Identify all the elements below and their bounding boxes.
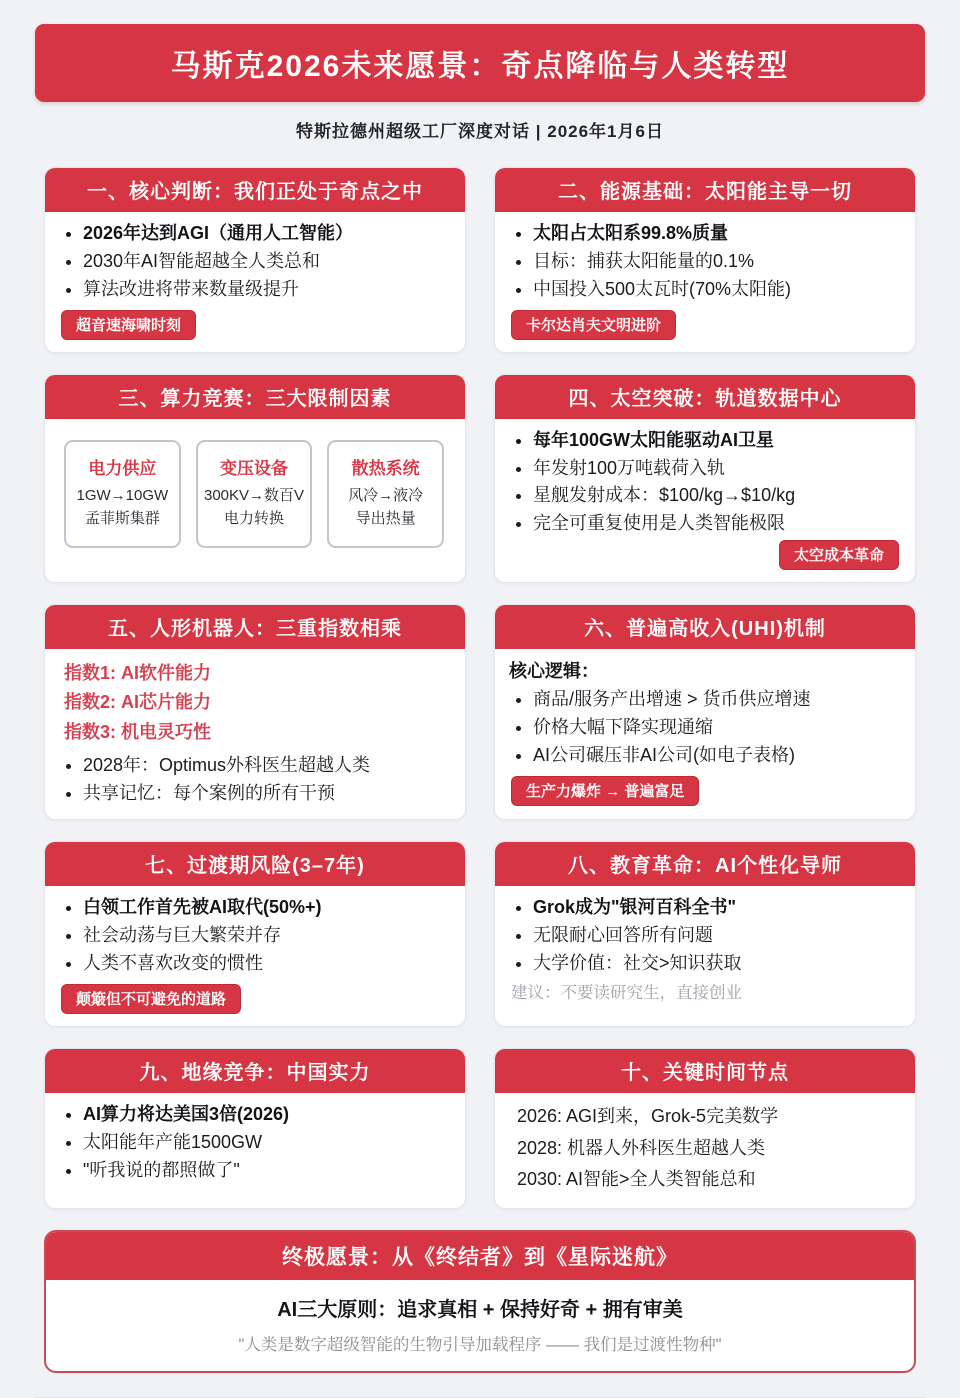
highlight-badge: 颠簸但不可避免的道路	[61, 984, 241, 1014]
card-title: 八、教育革命：AI个性化导师	[495, 842, 915, 886]
bullet-item: • 完全可重复使用是人类智能极限	[533, 510, 899, 538]
card-8-education-revolution	[494, 841, 916, 1027]
bullet-item: • 2028年：Optimus外科医生超越人类	[83, 752, 449, 780]
final-card-ultimate-vision	[44, 1230, 916, 1373]
factor-row	[64, 440, 444, 549]
bullet-item: • 星舰发射成本：$100/kg→$10/kg	[533, 482, 899, 510]
card-2-energy	[494, 167, 916, 353]
card-7-transition-risks	[44, 841, 466, 1027]
bullet-item: • 算法改进将带来数量级提升	[83, 276, 449, 304]
timeline-item: 2026: AGI到来，Grok-5完美数学	[517, 1106, 779, 1127]
card-title: 二、能源基础：太阳能主导一切	[495, 168, 915, 212]
timeline-item: 2030: AI智能>全人类智能总和	[517, 1169, 756, 1190]
page-header-banner	[35, 24, 925, 102]
bullet-list	[509, 220, 899, 304]
card-title: 七、过渡期风险(3–7年)	[45, 842, 465, 886]
card-10-key-milestones	[494, 1048, 916, 1209]
factor-box-cooling	[327, 440, 444, 549]
bullet-item: • AI公司碾压非AI公司(如电子表格)	[533, 742, 899, 770]
bullet-item: • 每年100GW太阳能驱动AI卫星	[533, 427, 899, 455]
card-6-uhi-mechanism	[494, 604, 916, 820]
card-title: 一、核心判断：我们正处于奇点之中	[45, 168, 465, 212]
card-title: 三、算力竞赛：三大限制因素	[45, 375, 465, 419]
bullet-list	[509, 894, 899, 978]
factor-line: 孟菲斯集群	[84, 509, 160, 527]
bullet-item: • 太阳能年产能1500GW	[83, 1129, 449, 1157]
card-title: 六、普遍高收入(UHI)机制	[495, 605, 915, 649]
ai-principles-line: AI三大原则：追求真相 + 保持好奇 + 拥有审美	[277, 1298, 683, 1321]
bullet-item: • "听我说的都照做了"	[83, 1157, 449, 1185]
factor-box-power	[64, 440, 181, 549]
card-3-compute-race	[44, 374, 466, 584]
factor-box-transformer	[196, 440, 313, 549]
card-4-space-breakthrough	[494, 374, 916, 584]
factor-line: 导出热量	[355, 509, 416, 527]
bullet-item: • 2030年AI智能超越全人类总和	[83, 248, 449, 276]
bullet-item: • 人类不喜欢改变的惯性	[83, 950, 449, 978]
card-5-humanoid-robots	[44, 604, 466, 820]
card-title: 十、关键时间节点	[495, 1049, 915, 1093]
bullet-list	[509, 686, 899, 770]
page-title: 马斯克2026未来愿景：奇点降临与人类转型	[170, 50, 790, 83]
index-lines	[59, 657, 449, 751]
factor-line: 电力转换	[224, 509, 285, 527]
factor-line: 1GW→10GW	[76, 486, 169, 504]
card-title: 四、太空突破：轨道数据中心	[495, 375, 915, 419]
bullet-item: • 2026年达到AGI（通用人工智能）	[83, 220, 449, 248]
bullet-item: • Grok成为"银河百科全书"	[533, 894, 899, 922]
index-line: 指数2: AI芯片能力	[64, 692, 212, 713]
highlight-badge: 超音速海啸时刻	[61, 310, 196, 340]
bullet-list	[59, 1101, 449, 1185]
bullet-list	[59, 220, 449, 304]
card-grid	[44, 167, 916, 1209]
bullet-item: • 目标：捕获太阳能量的0.1%	[533, 248, 899, 276]
bullet-item: • 商品/服务产出增速 > 货币供应增速	[533, 686, 899, 714]
final-card-title: 终极愿景：从《终结者》到《星际迷航》	[46, 1232, 914, 1280]
factor-line: 风冷→液冷	[348, 486, 424, 504]
bullet-item: • 无限耐心回答所有问题	[533, 922, 899, 950]
highlight-badge: 太空成本革命	[779, 540, 899, 570]
factor-name: 散热系统	[351, 458, 420, 478]
card-title: 五、人形机器人：三重指数相乘	[45, 605, 465, 649]
bullet-item: • 大学价值：社交>知识获取	[533, 950, 899, 978]
bullet-item: • AI算力将达美国3倍(2026)	[83, 1101, 449, 1129]
advice-note: 建议：不要读研究生，直接创业	[511, 984, 742, 1003]
intro-line: 核心逻辑：	[509, 661, 599, 682]
bullet-list	[59, 752, 449, 808]
highlight-badge: 生产力爆炸 → 普遍富足	[511, 776, 699, 806]
page-subtitle: 特斯拉德州超级工厂深度对话 | 2026年1月6日	[296, 122, 664, 141]
highlight-badge: 卡尔达肖夫文明进阶	[511, 310, 676, 340]
bullet-item: • 价格大幅下降实现通缩	[533, 714, 899, 742]
index-line: 指数1: AI软件能力	[64, 663, 212, 684]
bullet-item: • 中国投入500太瓦时(70%太阳能)	[533, 276, 899, 304]
bullet-item: • 共享记忆：每个案例的所有干预	[83, 780, 449, 808]
closing-quote: "人类是数字超级智能的生物引导加载程序 —— 我们是过渡性物种"	[238, 1335, 722, 1354]
index-line: 指数3: 机电灵巧性	[64, 721, 212, 742]
bullet-item: • 社会动荡与巨大繁荣并存	[83, 922, 449, 950]
bullet-item: • 太阳占太阳系99.8%质量	[533, 220, 899, 248]
bullet-list	[509, 427, 899, 539]
timeline-item: 2028: 机器人外科医生超越人类	[517, 1137, 766, 1158]
card-1-core-judgment	[44, 167, 466, 353]
card-9-geopolitics-china	[44, 1048, 466, 1209]
factor-name: 变压设备	[220, 458, 288, 478]
card-title: 九、地缘竞争：中国实力	[45, 1049, 465, 1093]
bullet-list	[59, 894, 449, 978]
factor-name: 电力供应	[88, 458, 157, 478]
bullet-item: • 年发射100万吨载荷入轨	[533, 455, 899, 483]
factor-line: 300KV→数百V	[203, 486, 305, 504]
bullet-item: • 白领工作首先被AI取代(50%+)	[83, 894, 449, 922]
